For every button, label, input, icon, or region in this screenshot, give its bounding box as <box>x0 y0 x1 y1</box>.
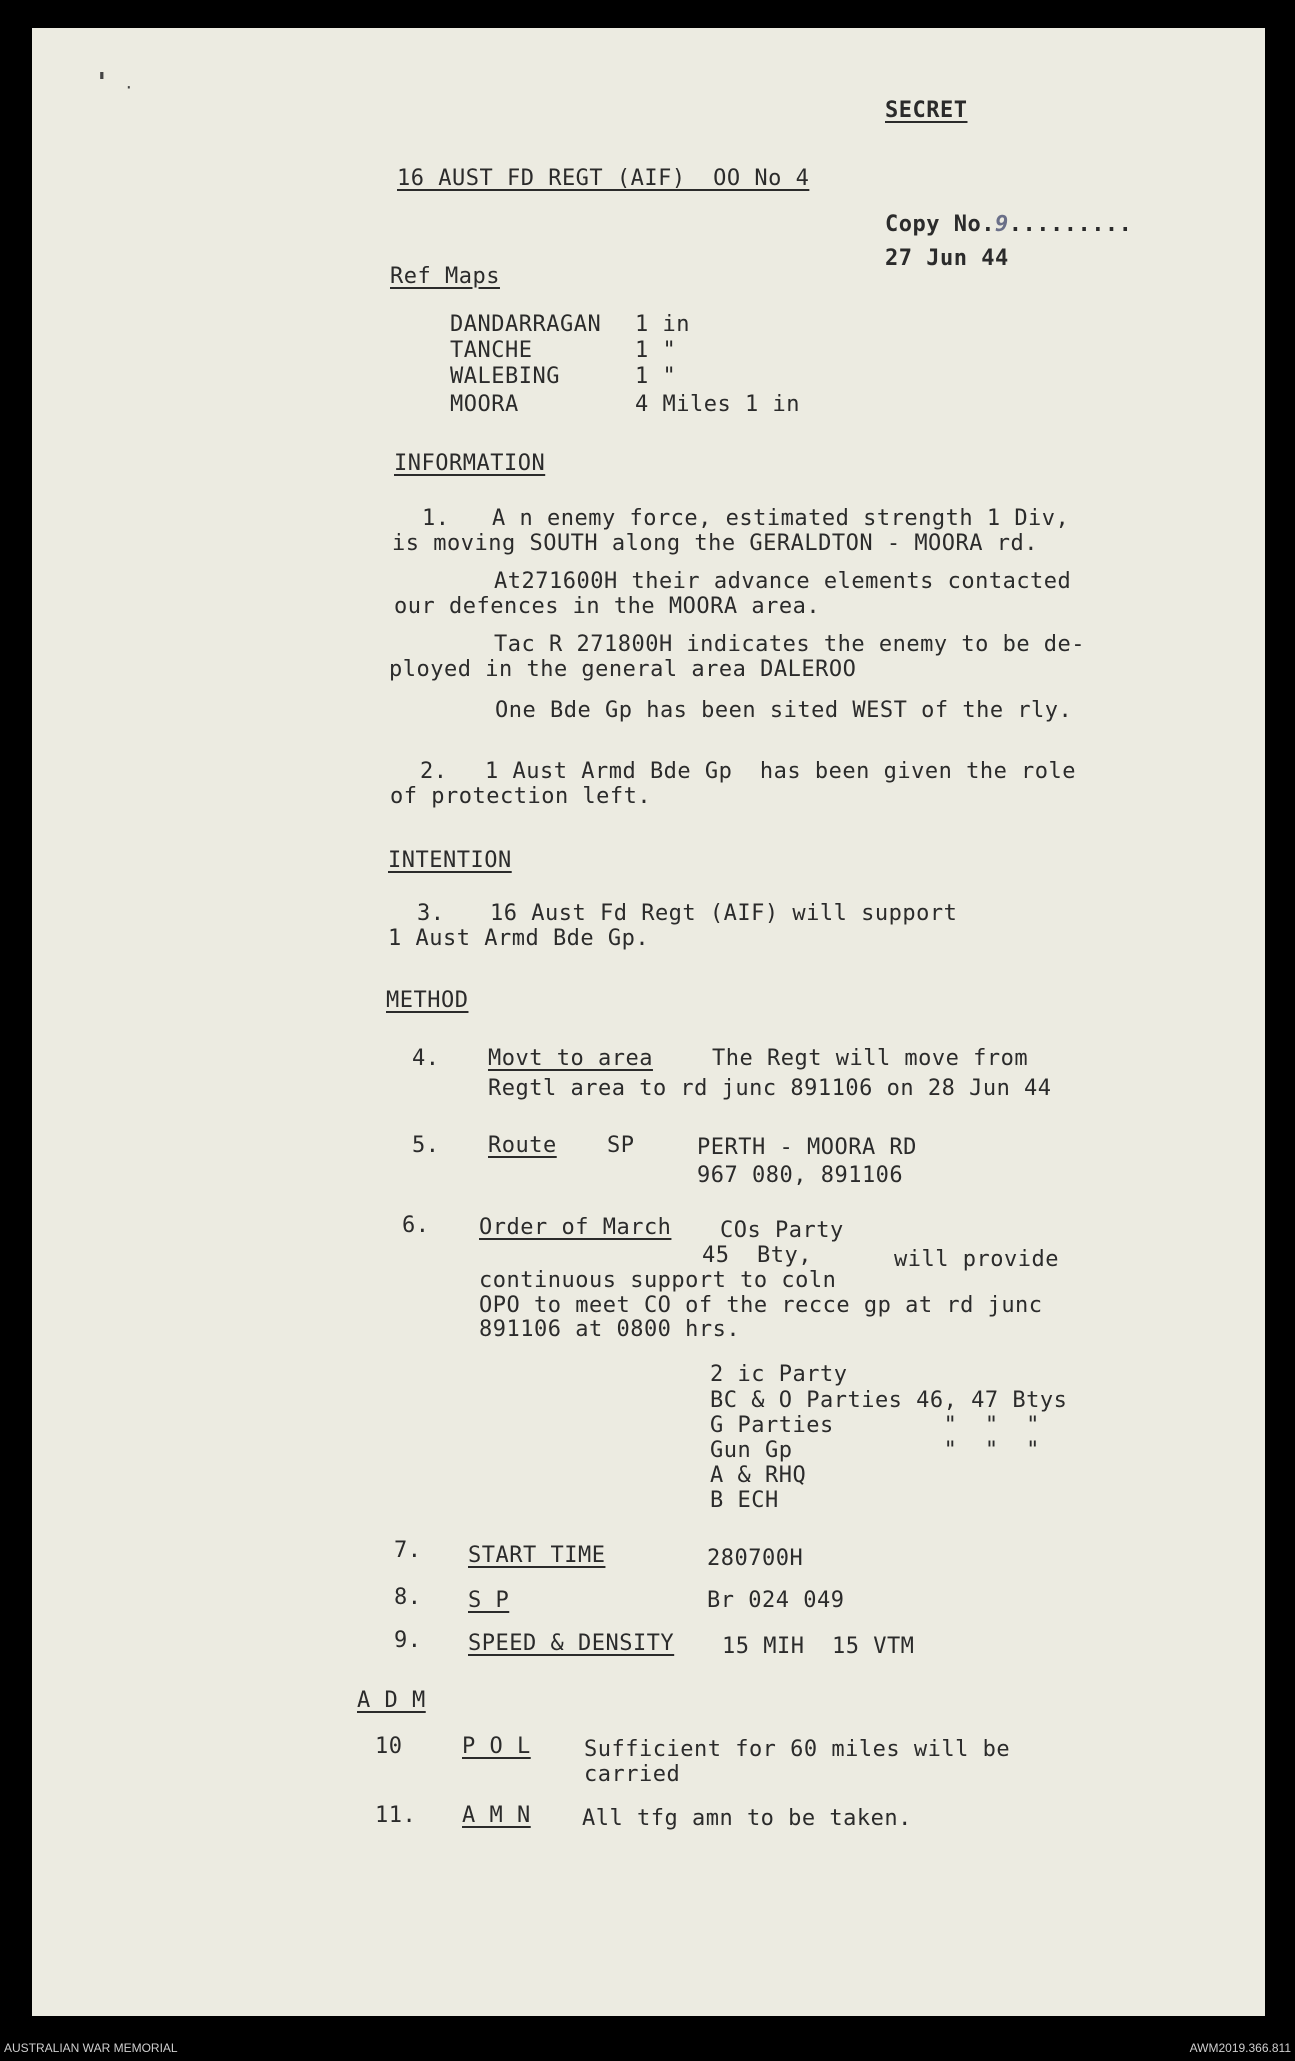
para-number: 3. <box>417 901 445 926</box>
para-4-line-1: The Regt will move from <box>712 1046 1029 1071</box>
intention-heading: INTENTION <box>388 848 512 873</box>
para-10-line-1: Sufficient for 60 miles will be <box>584 1737 1011 1762</box>
order-title: 16 AUST FD REGT (AIF) OO No 4 <box>397 166 810 191</box>
para-5-label: Route <box>488 1133 557 1158</box>
para-6-line-2a: 45 Bty, <box>702 1243 812 1268</box>
para-7-label: START TIME <box>468 1543 606 1568</box>
para-10-line-2: carried <box>584 1762 681 1787</box>
copy-number-label: Copy No.9......... <box>885 212 1133 237</box>
para-9-value: 15 MIH 15 VTM <box>722 1634 915 1659</box>
information-heading: INFORMATION <box>394 451 546 476</box>
para-10-label: P O L <box>462 1734 531 1759</box>
para-2-line-1: 1 Aust Armd Bde Gp has been given the role <box>485 759 1077 784</box>
footer-accession-number: AWM2019.366.811 <box>1189 2041 1291 2055</box>
para-1-line-1: A n enemy force, estimated strength 1 Div, <box>492 506 1070 531</box>
method-heading: METHOD <box>386 988 469 1013</box>
classification-marking: SECRET <box>885 98 968 123</box>
para-3-line-2: 1 Aust Armd Bde Gp. <box>388 926 650 951</box>
map-scale: 4 Miles 1 in <box>635 392 800 417</box>
map-scale: 1 in <box>635 312 690 337</box>
para-6-line-3: continuous support to coln <box>479 1268 837 1293</box>
copy-number-value: 9 <box>994 212 1009 237</box>
march-order-item: G Parties " " " <box>710 1413 1040 1438</box>
para-6-line-5: 891106 at 0800 hrs. <box>479 1317 741 1342</box>
map-name: TANCHE <box>450 338 533 363</box>
march-order-item: 2 ic Party <box>710 1362 848 1387</box>
para-number: 9. <box>394 1628 422 1653</box>
para-11-value: All tfg amn to be taken. <box>582 1806 912 1831</box>
para-8-value: Br 024 049 <box>707 1588 845 1613</box>
map-name: DANDARRAGAN <box>450 312 602 337</box>
map-name: WALEBING <box>450 364 560 389</box>
ref-maps-heading: Ref Maps <box>390 264 500 289</box>
para-6-line-1: COs Party <box>720 1218 844 1243</box>
stray-ink-mark: ' <box>94 68 110 98</box>
adm-heading: A D M <box>357 1688 426 1713</box>
para-2-line-2: of protection left. <box>390 784 652 809</box>
para-number: 8. <box>394 1585 422 1610</box>
march-order-item: B ECH <box>710 1488 779 1513</box>
map-name: MOORA <box>450 392 519 417</box>
order-date: 27 Jun 44 <box>885 246 1009 271</box>
para-number: 6. <box>402 1213 430 1238</box>
para-number: 1. <box>422 506 450 531</box>
para-7-value: 280700H <box>707 1546 804 1571</box>
para-5-sp: SP <box>607 1133 635 1158</box>
footer-credit: AUSTRALIAN WAR MEMORIAL <box>4 2041 178 2055</box>
para-1-line-2: is moving SOUTH along the GERALDTON - MOORA rd. <box>392 531 1039 556</box>
para-4-line-2: Regtl area to rd junc 891106 on 28 Jun 44 <box>488 1076 1052 1101</box>
march-order-item: Gun Gp " " " <box>710 1438 1040 1463</box>
para-1b-line-2: our defences in the MOORA area. <box>394 594 821 619</box>
para-11-label: A M N <box>462 1803 531 1828</box>
para-4-label: Movt to area <box>488 1046 653 1071</box>
para-number: 4. <box>412 1046 440 1071</box>
para-1c-line-2: ployed in the general area DALEROO <box>389 657 857 682</box>
para-number: 2. <box>420 759 448 784</box>
march-order-item: A & RHQ <box>710 1463 807 1488</box>
march-order-item: BC & O Parties 46, 47 Btys <box>710 1388 1068 1413</box>
para-1b-line-1: At271600H their advance elements contacted <box>494 569 1072 594</box>
para-9-label: SPEED & DENSITY <box>468 1631 675 1656</box>
para-number: 7. <box>394 1538 422 1563</box>
document-page <box>32 28 1265 2016</box>
para-number: 11. <box>375 1803 417 1828</box>
para-5-line-1: PERTH - MOORA RD <box>697 1135 917 1160</box>
map-scale: 1 " <box>635 338 677 363</box>
para-3-line-1: 16 Aust Fd Regt (AIF) will support <box>490 901 958 926</box>
para-5-line-2: 967 080, 891106 <box>697 1163 904 1188</box>
para-6-line-4: OPO to meet CO of the recce gp at rd junc <box>479 1293 1043 1318</box>
para-number: 10 <box>375 1734 403 1759</box>
para-8-label: S P <box>468 1588 510 1613</box>
para-number: 5. <box>412 1133 440 1158</box>
para-6-line-2b: will provide <box>894 1247 1059 1272</box>
para-1c-line-1: Tac R 271800H indicates the enemy to be de- <box>494 632 1086 657</box>
para-1d: One Bde Gp has been sited WEST of the rly. <box>495 698 1073 723</box>
para-6-label: Order of March <box>479 1215 672 1240</box>
stray-ink-dot: · <box>124 78 134 97</box>
map-scale: 1 " <box>635 364 677 389</box>
